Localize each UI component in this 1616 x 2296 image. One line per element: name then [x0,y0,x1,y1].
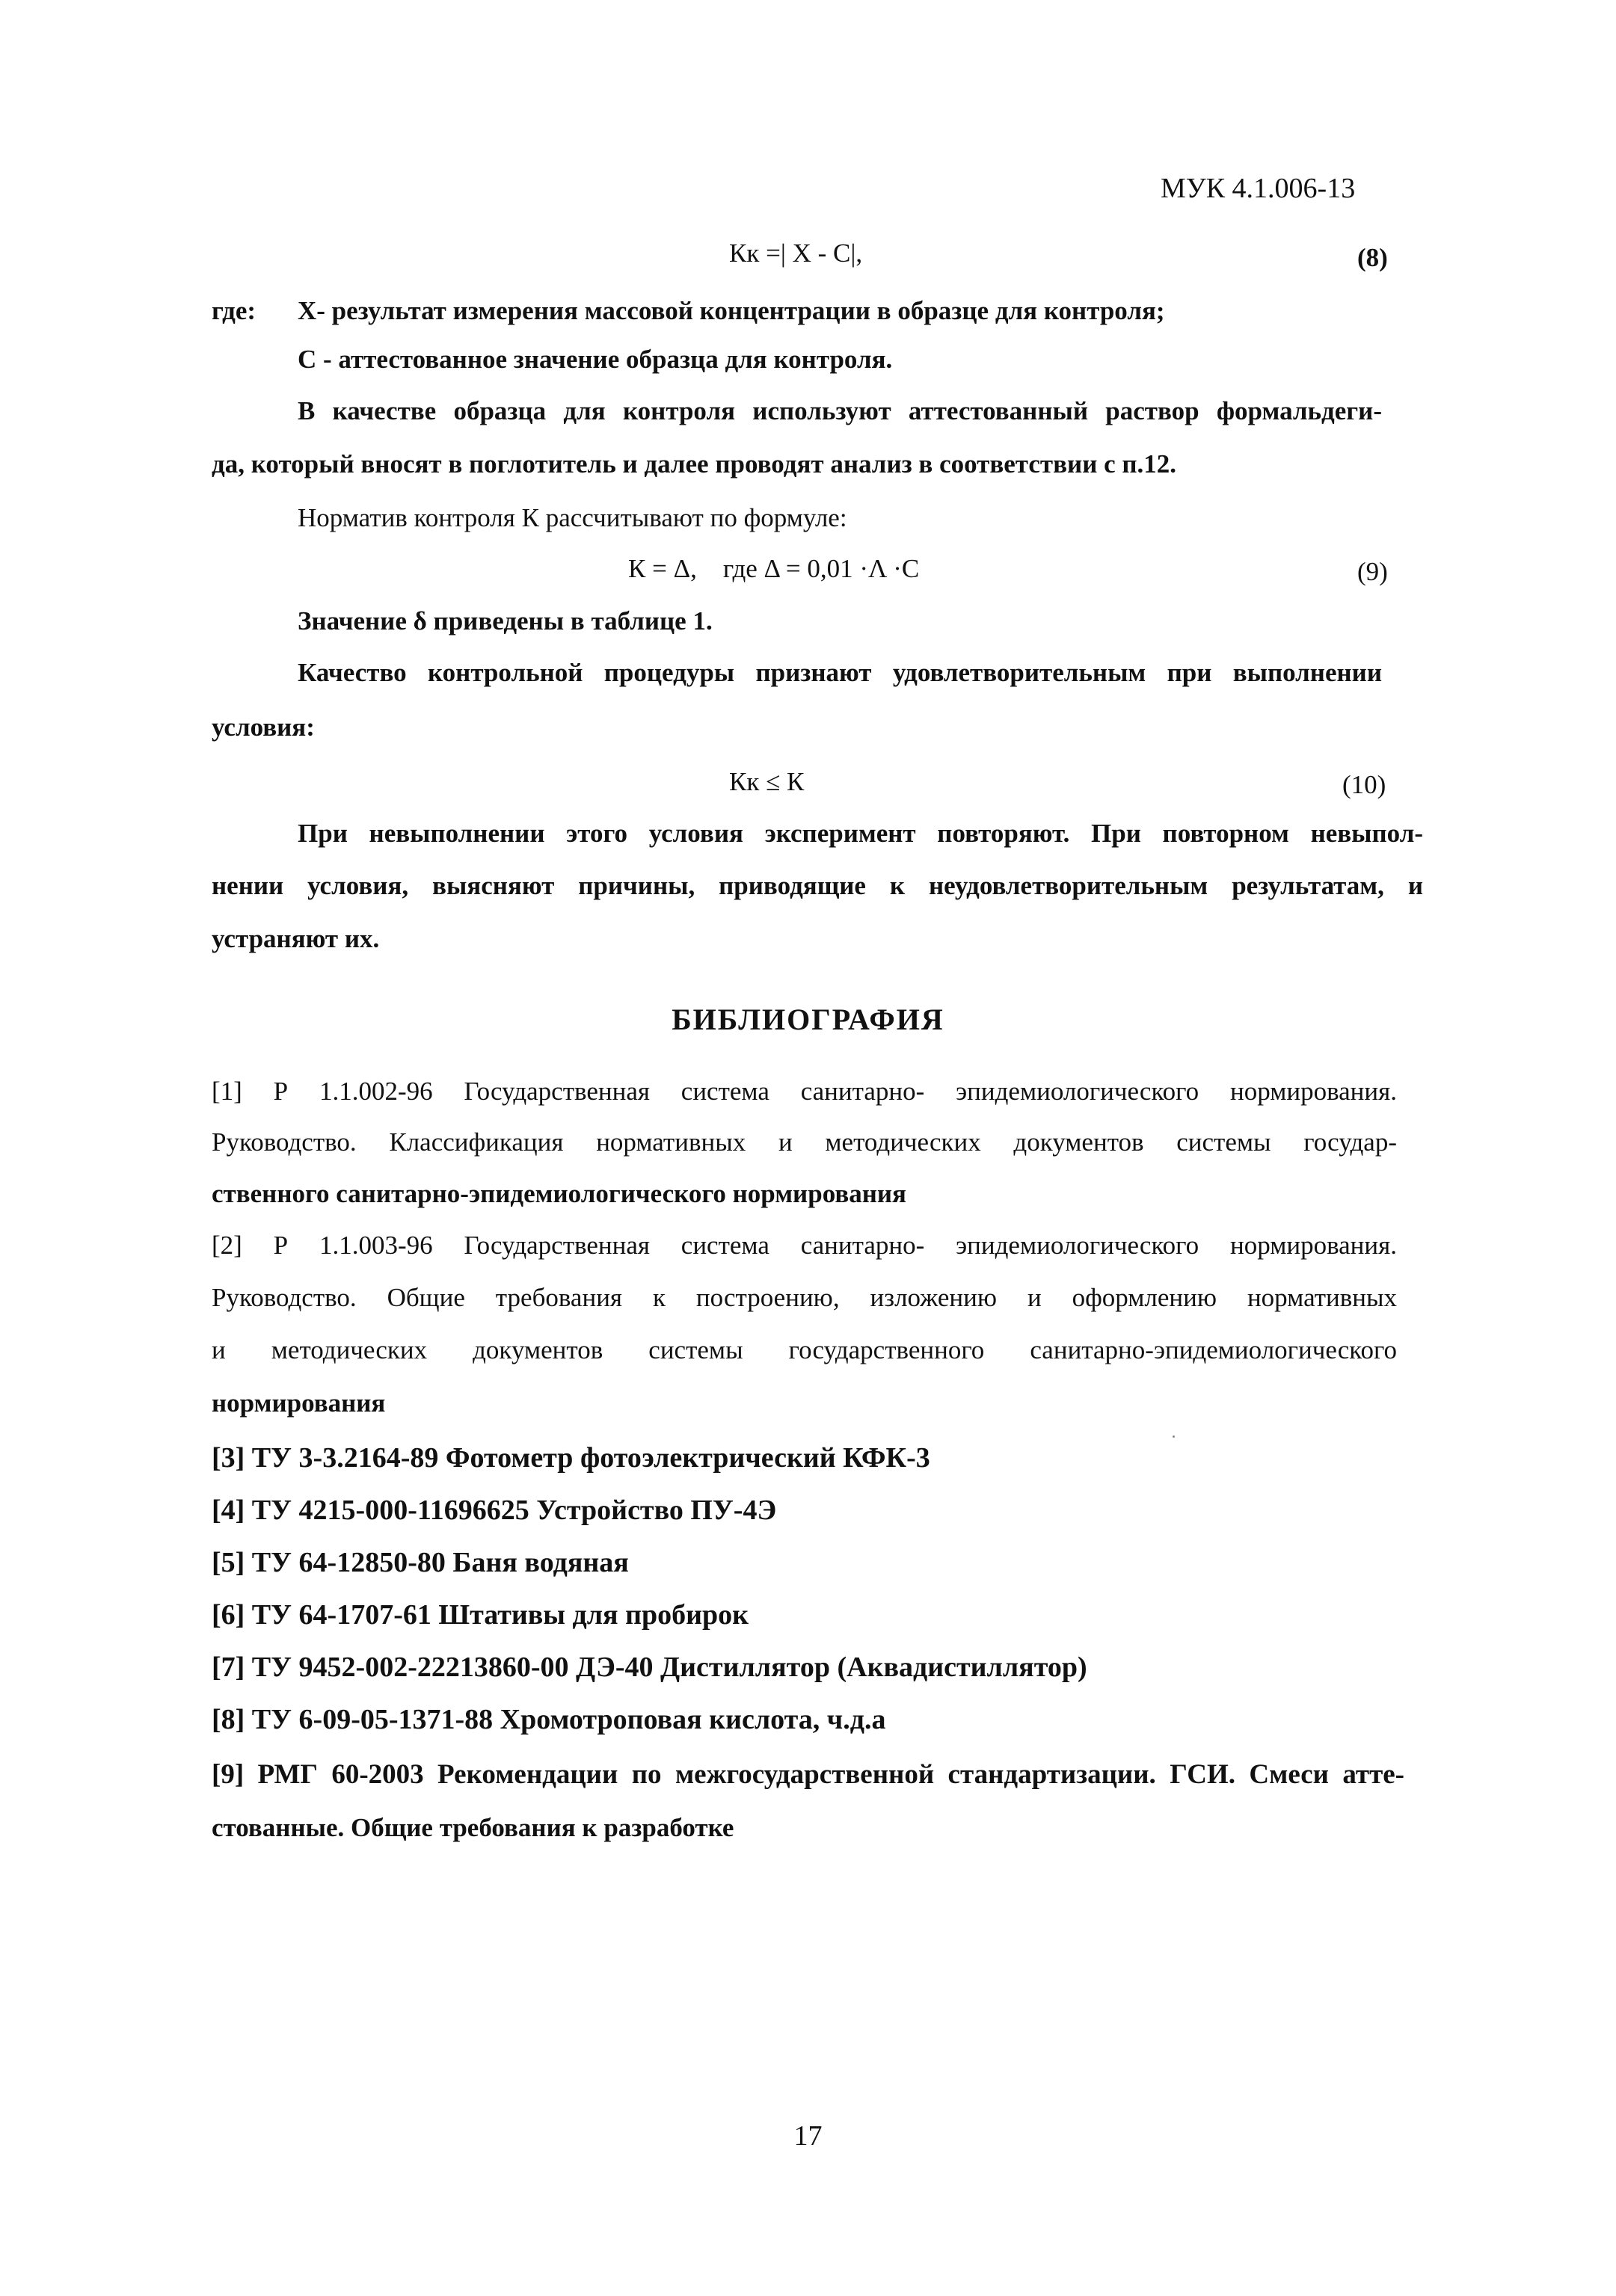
bib-item-1-line-3: ственного санитарно-эпидемиологического нормирования [212,1179,906,1208]
bib-item-1-line-2: Руководство. Классификация нормативных и методических документов системы государ- [212,1127,1397,1157]
fail-paragraph-line-2: нении условия, выясняют причины, приводящие к неудовлетворительным результатам, и [212,871,1423,900]
formula-9: К = Δ, где Δ = 0,01 ·Λ ·С [628,554,920,583]
page-number: 17 [793,2120,823,2152]
quality-paragraph-line-1: Качество контрольной процедуры признают удовлетворительным при выполнении [298,658,1382,687]
sample-paragraph-line-2: да, который вносят в поглотитель и далее проводят анализ в соответствии с п.12. [212,449,1177,478]
fail-paragraph-line-3: устраняют их. [212,924,380,953]
bibliography-title: БИБЛИОГРАФИЯ [672,1003,944,1036]
bib-item-4: [4] ТУ 4215-000-11696625 Устройство ПУ-4Э [212,1495,777,1526]
fail-paragraph-line-1: При невыполнении этого условия эксперимент повторяют. При повторном невыпол- [298,819,1423,848]
scan-speck [1173,1435,1175,1438]
c-definition: С - аттестованное значение образца для контроля. [298,345,893,374]
formula-8: Кк =| Х - С|, [729,238,863,268]
formula-10: Кк ≤ К [729,767,805,796]
bib-item-5: [5] ТУ 64-12850-80 Баня водяная [212,1547,629,1578]
values-paragraph: Значение δ приведены в таблице 1. [298,606,713,635]
bib-item-2-line-2: Руководство. Общие требования к построению, изложению и оформлению нормативных [212,1283,1397,1312]
document-code: МУК 4.1.006-13 [1161,173,1356,204]
bib-item-3: [3] ТУ 3-3.2164-89 Фотометр фотоэлектрический КФК-3 [212,1442,930,1474]
sample-paragraph-line-1: В качестве образца для контроля используют аттестованный раствор формальдеги- [298,396,1382,425]
bib-item-9-line-1: [9] РМГ 60-2003 Рекомендации по межгосударственной стандартизации. ГСИ. Смеси атте- [212,1759,1404,1790]
where-label: где: [212,296,256,325]
formula-9-number: (9) [1357,557,1388,586]
bib-item-8: [8] ТУ 6-09-05-1371-88 Хромотроповая кислота, ч.д.а [212,1704,886,1735]
norm-paragraph: Норматив контроля К рассчитывают по формуле: [298,503,847,532]
bib-item-2-line-3: и методических документов системы государственного санитарно-эпидемиологического [212,1335,1397,1364]
bib-item-9-line-2: стованные. Общие требования к разработке [212,1813,734,1842]
quality-paragraph-line-2: условия: [212,713,315,742]
bib-item-2-line-1: [2] Р 1.1.003-96 Государственная система санитарно- эпидемиологического нормирования. [212,1231,1397,1260]
formula-8-number: (8) [1357,243,1388,272]
bib-item-2-line-4: нормирования [212,1388,386,1418]
formula-10-number: (10) [1342,770,1386,799]
bib-item-1-line-1: [1] Р 1.1.002-96 Государственная система санитарно- эпидемиологического нормирования. [212,1077,1397,1106]
x-definition: Х- результат измерения массовой концентрации в образце для контроля; [298,296,1165,325]
bib-item-6: [6] ТУ 64-1707-61 Штативы для пробирок [212,1599,749,1631]
bib-item-7: [7] ТУ 9452-002-22213860-00 ДЭ-40 Дистиллятор (Аквадистиллятор) [212,1652,1087,1683]
